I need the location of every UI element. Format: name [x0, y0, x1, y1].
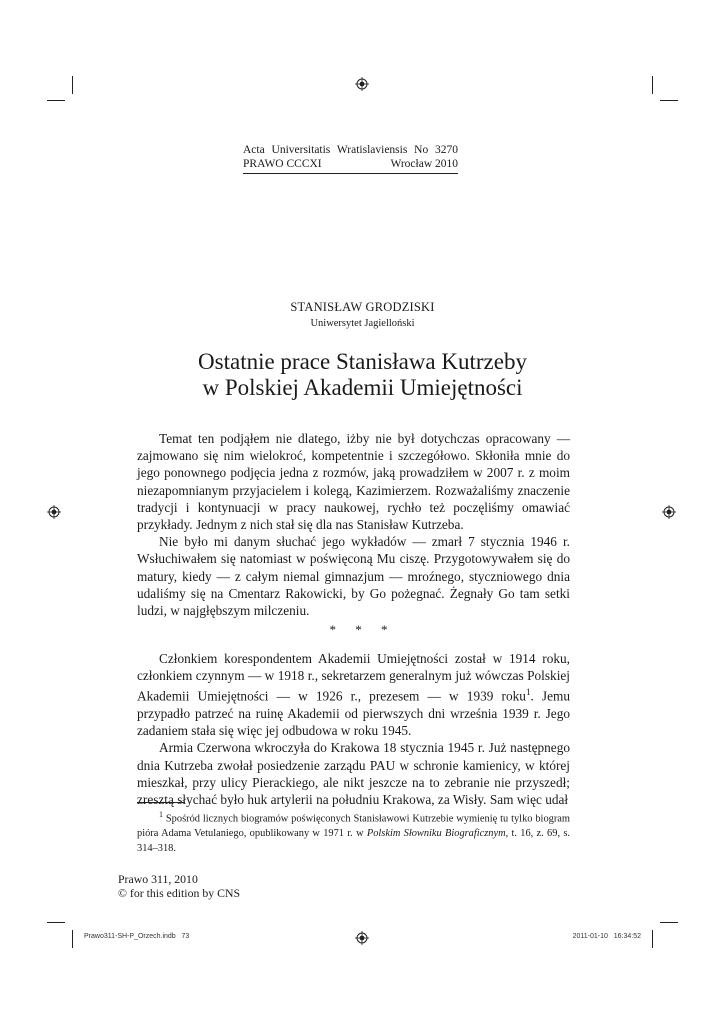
footnote-rule: [137, 802, 185, 803]
paragraph: Nie było mi danym słuchać jego wykładów — zmarł 7 stycznia 1946 r. Wsłuchiwałem się natomiast w poświęconą Mu ciszę. Przygotowywałem się do matury, kiedy — z całym niemal gimnazjum — mroźnego, styczniowego dnia udaliśmy się na Cmentarz Rakowicki, by Go pożegnać. Żegnały Go tam setki ludzi, w najgłębszym milczeniu.: [137, 534, 570, 619]
crop-mark: [660, 922, 678, 923]
author-affiliation: Uniwersytet Jagielloński: [310, 318, 415, 329]
body-text-top: [137, 430, 570, 619]
journal-line: Acta Universitatis Wratislaviensis No 3270: [243, 144, 458, 156]
paragraph-text: Członkiem korespondentem Akademii Umiejętności został w 1914 roku, członkiem czynnym — w 1918 r., sekretarzem generalnym już wówczas Polskiej Akademii Umiejętności — w 1926 r., prezesem — w 1939 roku: [137, 651, 570, 704]
footer-line: Prawo 311, 2010: [118, 872, 198, 886]
registration-mark-icon: [355, 77, 369, 91]
title-line-1: Ostatnie prace Stanisława Kutrzeby: [198, 349, 527, 374]
footnote-text: t. 16, z. 69, s. 314–318.: [137, 828, 570, 854]
registration-mark-icon: [355, 931, 369, 945]
journal-header: [243, 143, 458, 174]
place-year: Wrocław 2010: [390, 158, 458, 170]
author-name: STANISŁAW GRODZISKI: [290, 300, 435, 314]
series-label: PRAWO CCCXI: [243, 158, 322, 170]
page-footer: [118, 872, 240, 900]
title-line-2: w Polskiej Akademii Umiejętności: [202, 375, 523, 400]
crop-mark: [72, 930, 73, 948]
crop-mark: [72, 76, 73, 94]
footer-line: © for this edition by CNS: [118, 886, 241, 900]
print-slug-timestamp: 2011-01-10 16:34:52: [572, 933, 641, 940]
crop-mark: [652, 76, 653, 94]
body-text-bottom: [137, 650, 570, 808]
crop-mark: [652, 930, 653, 948]
paragraph: Armia Czerwona wkroczyła do Krakowa 18 stycznia 1945 r. Już następnego dnia Kutrzeba zwołał posiedzenie zarządu PAU w schronie kamienicy, w której mieszkał, przy ulicy Pierackiego, ale nikt jeszcze na to zebranie nie przyszedł; zresztą słychać było huk artylerii na południu Krakowa, za Wisły. Sam więc udał: [137, 740, 570, 808]
article-title: [0, 349, 725, 401]
paragraph-text: . Jemu przypadło patrzeć na ruinę Akademii od pierwszych dni września 1939 r. Jego zadaniem stała się więc jej odbudowa w roku 1945.: [137, 688, 570, 739]
header-rule: [243, 172, 458, 174]
section-separator: * * *: [329, 622, 396, 637]
footnote-number: 1: [159, 810, 163, 819]
crop-mark: [660, 100, 678, 101]
footnote-italic: Polskim Słowniku Biograficznym,: [366, 828, 509, 840]
paragraph: Temat ten podjąłem nie dlatego, iżby nie był dotychczas opracowany — zajmowano się nim wielokroć, kompetentnie i szczegółowo. Skłoniła mnie do jego ponownego podjęcia jedna z rozmów, jaką prowadziłem w 2007 r. z moim niezapomnianym przyjacielem i kolegą, Kazimierzem. Rozważaliśmy znaczenie tradycji i kontynuacji w pracy naukowej, rychło też poczęliśmy omawiać przykłady. Jednym z nich stał się dla nas Stanisław Kutrzeba.: [137, 431, 570, 533]
paragraph: [137, 650, 570, 739]
footnote: [137, 808, 570, 856]
print-slug-file: Prawo311-SH-P_Orzech.indb 73: [84, 933, 190, 940]
registration-mark-icon: [662, 505, 676, 519]
footnote-text: Spośród licznych biogramów poświęconych Stanisławowi Kutrzebie wymienię tu tylko biogram pióra Adama Vetulaniego, opublikowany w 1971 r. w: [137, 813, 570, 840]
footnote-ref[interactable]: 1: [525, 687, 531, 698]
crop-mark: [47, 100, 65, 101]
crop-mark: [47, 922, 65, 923]
registration-mark-icon: [47, 505, 61, 519]
